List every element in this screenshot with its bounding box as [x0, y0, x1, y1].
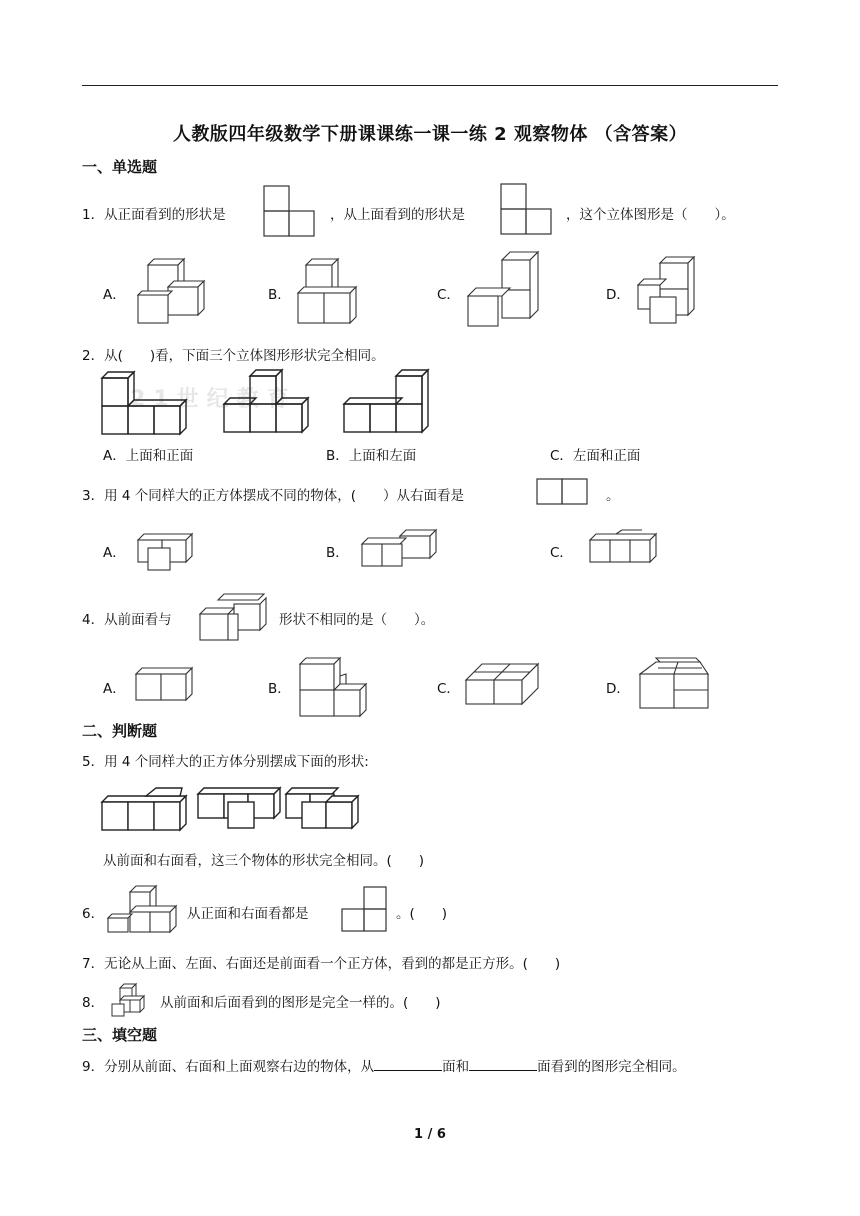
section-heading-fill-in: 三、填空题 — [82, 1026, 158, 1044]
question-9-part2: 面和 — [442, 1059, 470, 1075]
q9-blank-2[interactable] — [469, 1058, 537, 1071]
document-title: 人教版四年级数学下册课课练一课一练 2 观察物体 （含答案） — [172, 124, 688, 145]
q1-option-d-label[interactable]: D． — [606, 287, 630, 303]
page-number: 1 / 6 — [414, 1127, 446, 1142]
q4-option-b-cube-figure — [298, 654, 370, 718]
q8-cube-figure — [110, 980, 146, 1018]
faint-watermark: 21世纪教育 — [130, 387, 297, 412]
section-heading-true-false: 二、判断题 — [82, 722, 158, 740]
q3-option-c-label[interactable]: C． — [550, 545, 573, 561]
q3-option-a-label[interactable]: A． — [103, 545, 126, 561]
q3-option-b-cube-figure — [360, 528, 440, 570]
question-6-part2: 。( ) — [396, 906, 448, 922]
question-9-part3: 面看到的图形完全相同。 — [537, 1059, 686, 1075]
header-rule — [82, 85, 778, 86]
q5-solid-3-figure — [284, 784, 364, 830]
q9-blank-1[interactable] — [374, 1058, 442, 1071]
question-9-line — [82, 1055, 686, 1075]
q1-option-b-cube-figure — [296, 255, 360, 327]
q3-option-c-cube-figure — [588, 528, 660, 568]
q1-option-a-cube-figure — [136, 255, 208, 327]
q1-option-c-label[interactable]: C． — [437, 287, 460, 303]
q6-cube-figure — [106, 884, 178, 934]
q4-reference-cube-figure — [198, 592, 272, 644]
q3-right-view-figure — [536, 478, 588, 506]
q4-option-b-label[interactable]: B． — [268, 681, 291, 697]
q1-top-view-figure — [500, 183, 552, 235]
q3-option-b-label[interactable]: B． — [326, 545, 349, 561]
question-1-part1: 1．从正面看到的形状是 — [82, 207, 226, 223]
q4-option-d-label[interactable]: D． — [606, 681, 630, 697]
q1-option-b-label[interactable]: B． — [268, 287, 291, 303]
q4-option-c-cube-figure — [464, 660, 542, 708]
q4-option-d-cube-figure — [638, 654, 712, 712]
q4-option-a-cube-figure — [134, 664, 196, 704]
question-9-part1: 9．分别从前面、右面和上面观察右边的物体，从 — [82, 1059, 375, 1075]
q2-solid-2-figure — [220, 366, 316, 436]
question-6-part1: 从正面和右面看都是 — [187, 906, 309, 922]
question-3-part1: 3．用 4 个同样大的正方体摆成不同的物体，( ）从右面看是 — [82, 488, 465, 504]
q2-option-a[interactable]: A．上面和正面 — [103, 448, 194, 464]
section-heading-single-choice: 一、单选题 — [82, 158, 158, 176]
q2-option-b[interactable]: B．上面和左面 — [326, 448, 417, 464]
question-5-text: 5．用 4 个同样大的正方体分别摆成下面的形状: — [82, 754, 369, 770]
q1-option-a-label[interactable]: A． — [103, 287, 126, 303]
q2-solid-1-figure — [100, 368, 192, 436]
question-2-text: 2．从( )看，下面三个立体图形形状完全相同。 — [82, 348, 385, 364]
question-7-text: 7．无论从上面、左面、右面还是前面看一个正方体，看到的都是正方形。( ) — [82, 956, 561, 972]
q6-view-figure — [341, 886, 387, 932]
question-8-number: 8． — [82, 995, 105, 1011]
question-1-part2: ，从上面看到的形状是 — [330, 207, 465, 223]
question-1-part3: ，这个立体图形是（ ）。 — [566, 207, 735, 223]
question-3-part2: 。 — [606, 488, 620, 504]
q1-option-d-cube-figure — [636, 253, 700, 327]
question-6-number: 6． — [82, 906, 105, 922]
q1-option-c-cube-figure — [464, 250, 542, 330]
question-8-text: 从前面和后面看到的图形是完全一样的。( ) — [160, 995, 441, 1011]
question-5-statement: 从前面和右面看，这三个物体的形状完全相同。( ) — [103, 853, 425, 869]
question-4-part1: 4．从前面看与 — [82, 612, 172, 628]
q4-option-a-label[interactable]: A． — [103, 681, 126, 697]
q2-option-c[interactable]: C．左面和正面 — [550, 448, 641, 464]
q5-solid-2-figure — [196, 784, 284, 830]
q2-solid-3-figure — [340, 366, 436, 436]
q5-solid-1-figure — [100, 784, 192, 832]
question-4-part2: 形状不相同的是（ ）。 — [279, 612, 435, 628]
q3-option-a-cube-figure — [132, 530, 196, 572]
q1-front-view-figure — [263, 185, 315, 237]
q4-option-c-label[interactable]: C． — [437, 681, 460, 697]
